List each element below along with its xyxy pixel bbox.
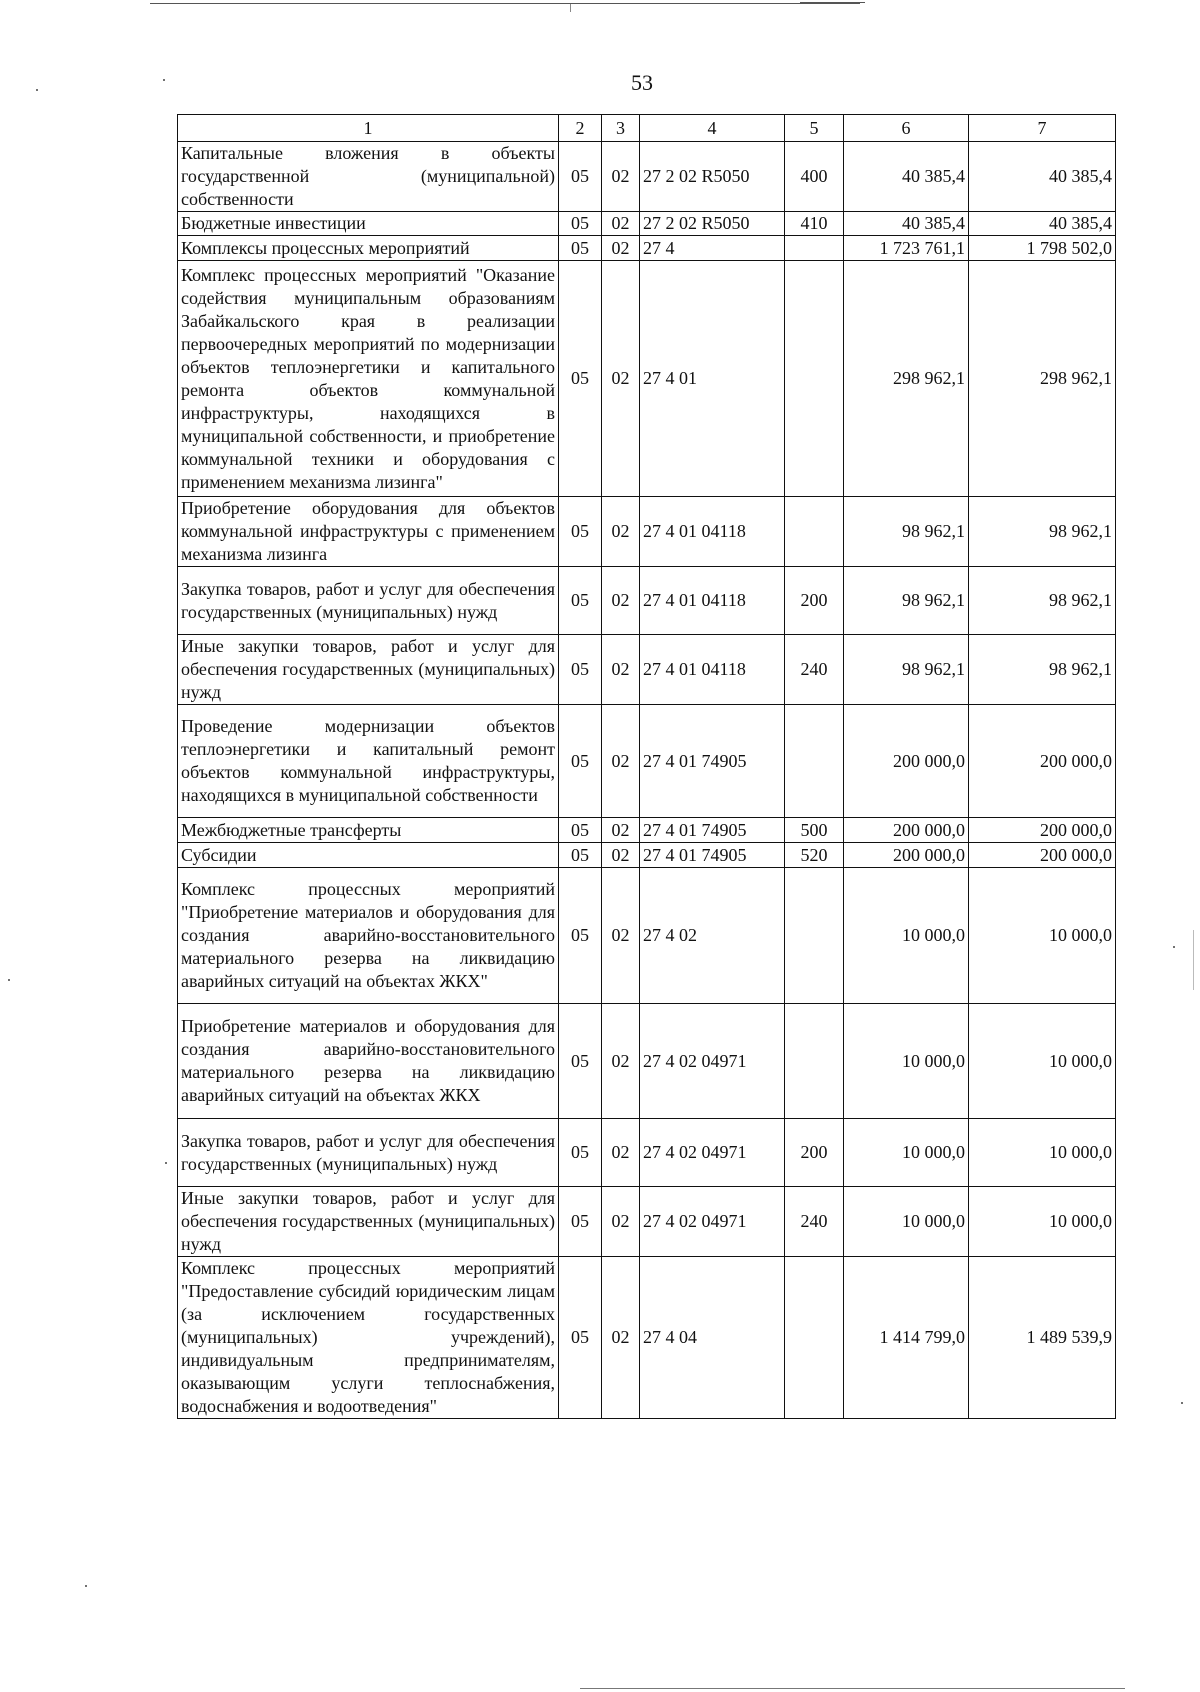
- column-header-7: 7: [969, 115, 1116, 142]
- subsection-code: 02: [602, 497, 640, 567]
- scan-speck: [1181, 1402, 1183, 1404]
- expense-type-code: [785, 868, 844, 1004]
- column-header-6: 6: [844, 115, 969, 142]
- amount-col-6: 10 000,0: [844, 1004, 969, 1119]
- amount-col-7: 98 962,1: [969, 567, 1116, 635]
- subsection-code: 02: [602, 212, 640, 236]
- expense-type-code: 240: [785, 635, 844, 705]
- amount-col-6: 200 000,0: [844, 843, 969, 868]
- column-header-5: 5: [785, 115, 844, 142]
- section-code: 05: [559, 142, 602, 212]
- amount-col-7: 10 000,0: [969, 1119, 1116, 1187]
- subsection-code: 02: [602, 818, 640, 843]
- scan-edge-top-right: [800, 2, 865, 3]
- target-article-code: 27 4 01 04118: [640, 567, 785, 635]
- table-row: [178, 868, 1116, 1004]
- section-code: 05: [559, 705, 602, 818]
- amount-col-6: 98 962,1: [844, 567, 969, 635]
- target-article-code: 27 2 02 R5050: [640, 212, 785, 236]
- amount-col-6: 10 000,0: [844, 1187, 969, 1257]
- row-name: Капитальные вложения в объекты государственной (муниципальной) собственности: [178, 142, 559, 212]
- scan-speck: [85, 1585, 87, 1587]
- target-article-code: 27 4 02: [640, 868, 785, 1004]
- target-article-code: 27 4 02 04971: [640, 1119, 785, 1187]
- amount-col-6: 40 385,4: [844, 212, 969, 236]
- subsection-code: 02: [602, 705, 640, 818]
- target-article-code: 27 4: [640, 236, 785, 261]
- expense-type-code: 520: [785, 843, 844, 868]
- expense-type-code: 200: [785, 1119, 844, 1187]
- table-row: [178, 1257, 1116, 1419]
- table-row: [178, 1004, 1116, 1119]
- target-article-code: 27 4 02 04971: [640, 1004, 785, 1119]
- scan-speck: [8, 979, 10, 981]
- section-code: 05: [559, 567, 602, 635]
- row-name: Иные закупки товаров, работ и услуг для обеспечения государственных (муниципальных) нужд: [178, 635, 559, 705]
- expense-type-code: 200: [785, 567, 844, 635]
- amount-col-6: 1 723 761,1: [844, 236, 969, 261]
- row-name: Комплекс процессных мероприятий "Предоставление субсидий юридическим лицам (за исключением государственных (муниципальных) учреждений), индивидуальным предпринимателям, оказывающим услуги теплоснабжения, водоснабжения и водоотведения": [178, 1257, 559, 1419]
- target-article-code: 27 4 01 74905: [640, 705, 785, 818]
- row-name: Межбюджетные трансферты: [178, 818, 559, 843]
- row-name: Приобретение материалов и оборудования для создания аварийно-восстановительного материального резерва на ликвидацию аварийных ситуаций на объектах ЖКХ: [178, 1004, 559, 1119]
- row-name: Субсидии: [178, 843, 559, 868]
- amount-col-7: 98 962,1: [969, 497, 1116, 567]
- target-article-code: 27 4 01 04118: [640, 497, 785, 567]
- expense-type-code: [785, 236, 844, 261]
- section-code: 05: [559, 261, 602, 497]
- subsection-code: 02: [602, 1119, 640, 1187]
- section-code: 05: [559, 818, 602, 843]
- section-code: 05: [559, 497, 602, 567]
- subsection-code: 02: [602, 261, 640, 497]
- subsection-code: 02: [602, 1004, 640, 1119]
- target-article-code: 27 4 01 74905: [640, 843, 785, 868]
- subsection-code: 02: [602, 635, 640, 705]
- amount-col-7: 10 000,0: [969, 1187, 1116, 1257]
- amount-col-7: 10 000,0: [969, 1004, 1116, 1119]
- section-code: 05: [559, 1004, 602, 1119]
- table-row: [178, 142, 1116, 212]
- amount-col-6: 1 414 799,0: [844, 1257, 969, 1419]
- amount-col-6: 200 000,0: [844, 818, 969, 843]
- scan-edge-bottom: [580, 1688, 1125, 1689]
- expense-type-code: [785, 705, 844, 818]
- header-row: [178, 115, 1116, 142]
- row-name: Комплекс процессных мероприятий "Оказание содействия муниципальным образованиям Забайкальского края в реализации первоочередных мероприятий по модернизации объектов теплоэнергетики и капитального ремонта объектов коммунальной инфраструктуры, находящихся в муниципальной собственности, и приобретение коммунальной техники и оборудования с применением механизма лизинга": [178, 261, 559, 497]
- target-article-code: 27 4 04: [640, 1257, 785, 1419]
- scan-tick: [1193, 930, 1194, 990]
- subsection-code: 02: [602, 1187, 640, 1257]
- table-row: [178, 236, 1116, 261]
- amount-col-7: 298 962,1: [969, 261, 1116, 497]
- amount-col-6: 10 000,0: [844, 868, 969, 1004]
- subsection-code: 02: [602, 1257, 640, 1419]
- row-name: Закупка товаров, работ и услуг для обеспечения государственных (муниципальных) нужд: [178, 567, 559, 635]
- row-name: Иные закупки товаров, работ и услуг для обеспечения государственных (муниципальных) нужд: [178, 1187, 559, 1257]
- subsection-code: 02: [602, 868, 640, 1004]
- subsection-code: 02: [602, 236, 640, 261]
- table-row: [178, 1119, 1116, 1187]
- row-name: Комплексы процессных мероприятий: [178, 236, 559, 261]
- scan-edge-top: [150, 3, 860, 4]
- table-row: [178, 497, 1116, 567]
- page-number: 53: [631, 70, 653, 95]
- section-code: 05: [559, 212, 602, 236]
- table-row: [178, 1187, 1116, 1257]
- table-row: [178, 261, 1116, 497]
- table-row: [178, 818, 1116, 843]
- amount-col-6: 40 385,4: [844, 142, 969, 212]
- expense-type-code: 410: [785, 212, 844, 236]
- row-name: Проведение модернизации объектов теплоэнергетики и капитальный ремонт объектов коммунальной инфраструктуры, находящихся в муниципальной собственности: [178, 705, 559, 818]
- table-row: [178, 705, 1116, 818]
- amount-col-7: 200 000,0: [969, 843, 1116, 868]
- column-header-1: 1: [178, 115, 559, 142]
- amount-col-7: 200 000,0: [969, 818, 1116, 843]
- amount-col-6: 298 962,1: [844, 261, 969, 497]
- amount-col-7: 40 385,4: [969, 142, 1116, 212]
- section-code: 05: [559, 843, 602, 868]
- table-body: [178, 115, 1116, 1419]
- scan-speck: [165, 1162, 167, 1164]
- amount-col-7: 1 489 539,9: [969, 1257, 1116, 1419]
- amount-col-7: 40 385,4: [969, 212, 1116, 236]
- subsection-code: 02: [602, 567, 640, 635]
- target-article-code: 27 4 01: [640, 261, 785, 497]
- amount-col-7: 200 000,0: [969, 705, 1116, 818]
- amount-col-7: 10 000,0: [969, 868, 1116, 1004]
- section-code: 05: [559, 1187, 602, 1257]
- row-name: Бюджетные инвестиции: [178, 212, 559, 236]
- expense-type-code: 400: [785, 142, 844, 212]
- target-article-code: 27 2 02 R5050: [640, 142, 785, 212]
- budget-table: [177, 114, 1116, 1419]
- subsection-code: 02: [602, 142, 640, 212]
- expense-type-code: [785, 1257, 844, 1419]
- subsection-code: 02: [602, 843, 640, 868]
- amount-col-6: 98 962,1: [844, 497, 969, 567]
- amount-col-7: 98 962,1: [969, 635, 1116, 705]
- row-name: Закупка товаров, работ и услуг для обеспечения государственных (муниципальных) нужд: [178, 1119, 559, 1187]
- amount-col-6: 98 962,1: [844, 635, 969, 705]
- target-article-code: 27 4 01 74905: [640, 818, 785, 843]
- column-header-3: 3: [602, 115, 640, 142]
- section-code: 05: [559, 1257, 602, 1419]
- expense-type-code: [785, 497, 844, 567]
- expense-type-code: 500: [785, 818, 844, 843]
- target-article-code: 27 4 02 04971: [640, 1187, 785, 1257]
- column-header-4: 4: [640, 115, 785, 142]
- table-row: [178, 212, 1116, 236]
- row-name: Комплекс процессных мероприятий "Приобретение материалов и оборудования для создания аварийно-восстановительного материального резерва на ликвидацию аварийных ситуаций на объектах ЖКХ": [178, 868, 559, 1004]
- section-code: 05: [559, 236, 602, 261]
- section-code: 05: [559, 635, 602, 705]
- table-row: [178, 635, 1116, 705]
- scan-tick: [570, 4, 571, 12]
- section-code: 05: [559, 868, 602, 1004]
- expense-type-code: [785, 261, 844, 497]
- table-row: [178, 567, 1116, 635]
- scan-speck: [1173, 946, 1175, 948]
- section-code: 05: [559, 1119, 602, 1187]
- amount-col-6: 10 000,0: [844, 1119, 969, 1187]
- row-name: Приобретение оборудования для объектов коммунальной инфраструктуры с применением механизма лизинга: [178, 497, 559, 567]
- amount-col-7: 1 798 502,0: [969, 236, 1116, 261]
- amount-col-6: 200 000,0: [844, 705, 969, 818]
- expense-type-code: 240: [785, 1187, 844, 1257]
- expense-type-code: [785, 1004, 844, 1119]
- target-article-code: 27 4 01 04118: [640, 635, 785, 705]
- table-row: [178, 843, 1116, 868]
- column-header-2: 2: [559, 115, 602, 142]
